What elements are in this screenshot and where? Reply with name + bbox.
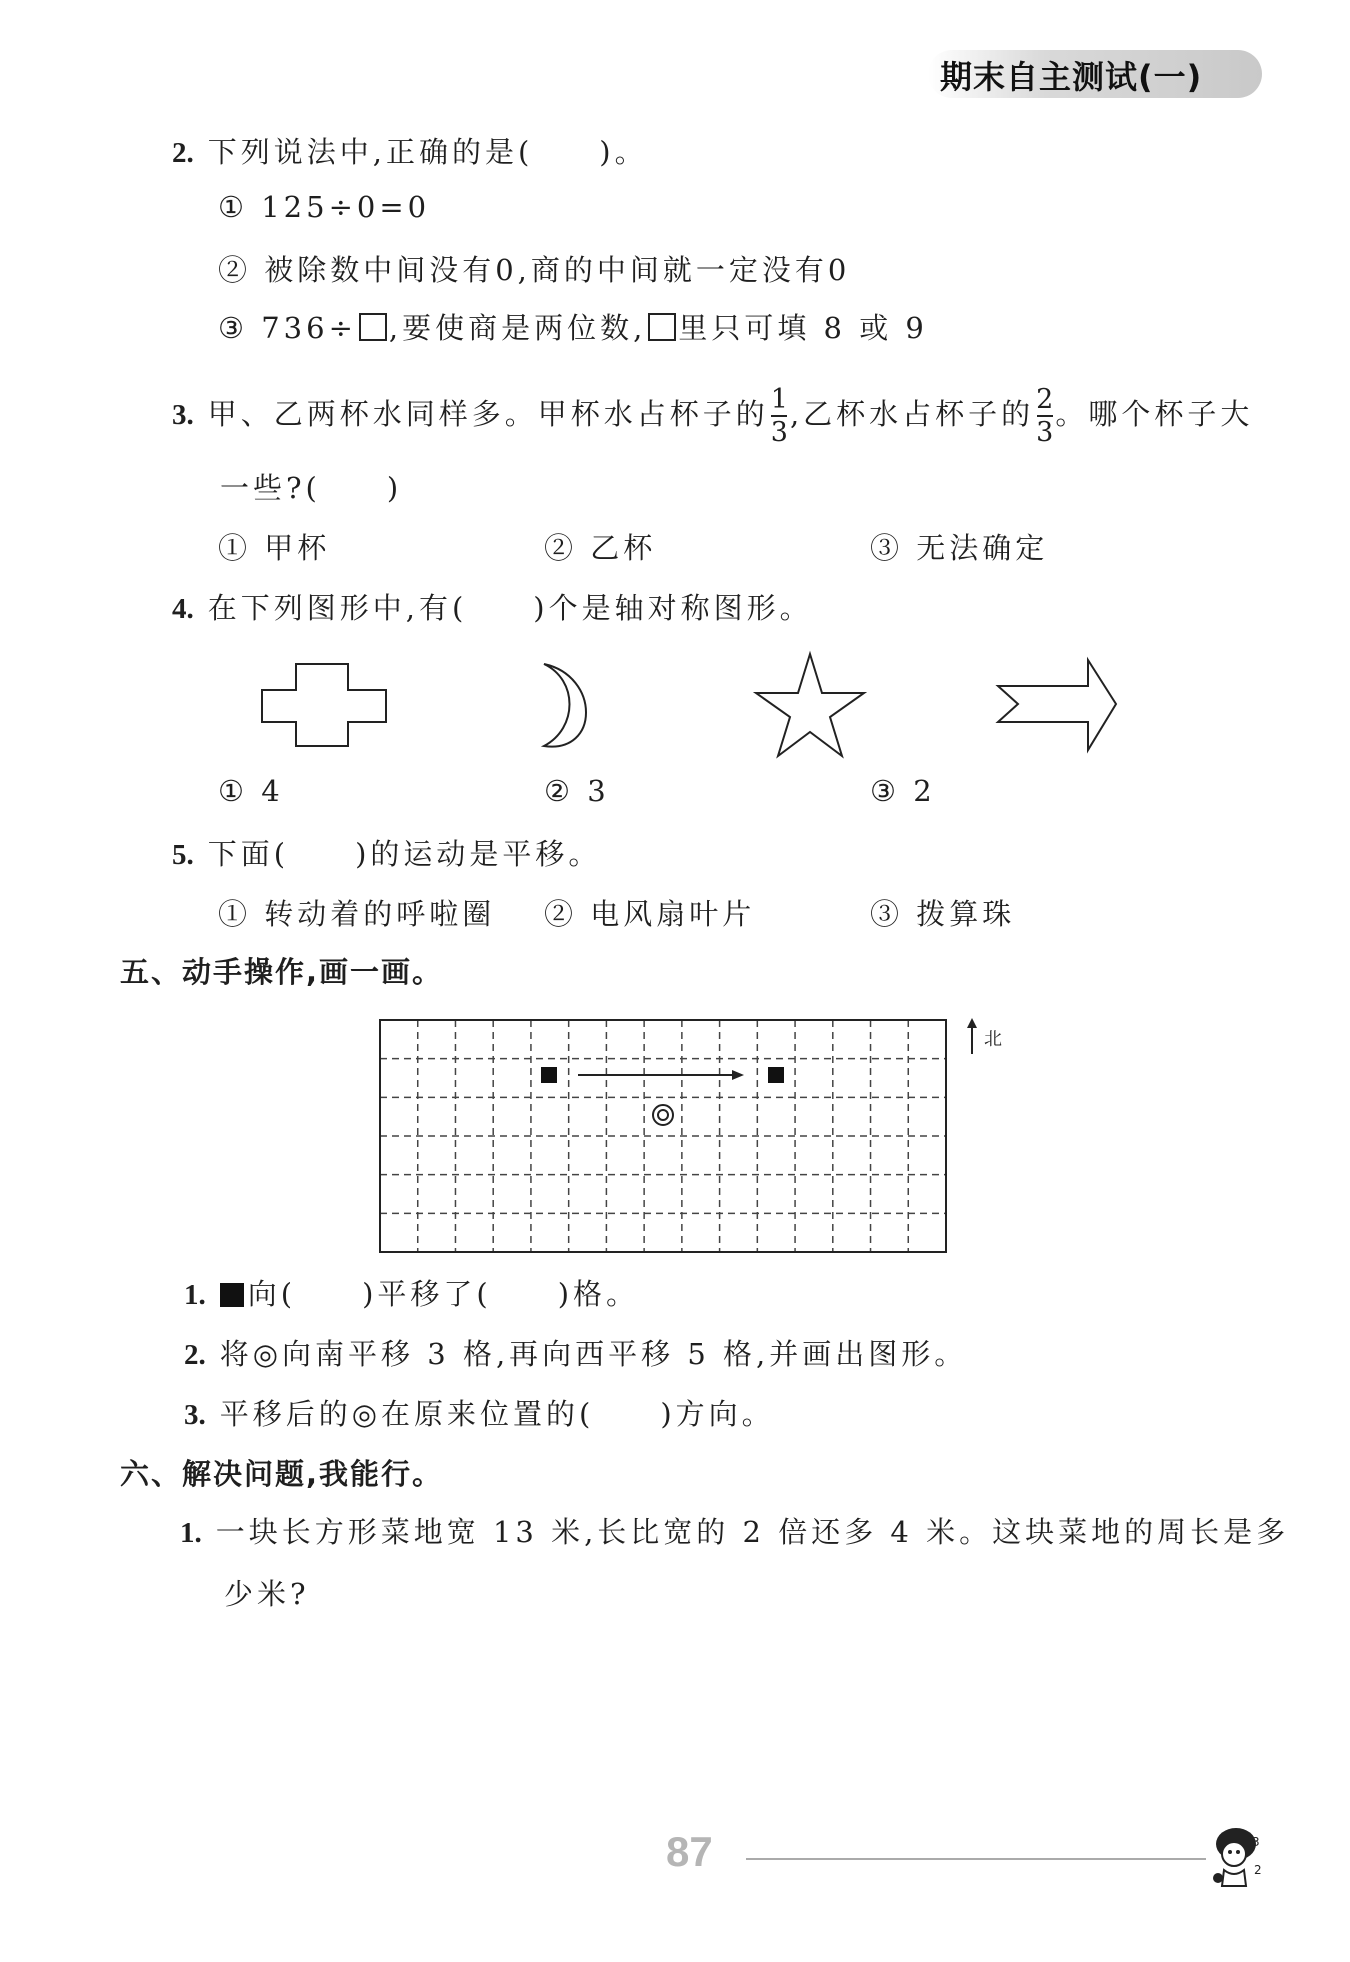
q5-option-1: ① 转动着的呼啦圈 [218, 897, 496, 931]
svg-text:3: 3 [1252, 1835, 1260, 1849]
black-square-icon [220, 1283, 244, 1307]
option-text: 里只可填 8 或 9 [678, 311, 928, 345]
q3-option-2: ② 乙杯 [544, 531, 657, 565]
s5-question-3 [184, 1392, 775, 1433]
mascot-icon [1200, 1820, 1280, 1900]
star-shape [756, 654, 864, 756]
question-5 [172, 832, 601, 873]
north-arrow-head [967, 1018, 977, 1028]
question-text: 下面( )的运动是平移。 [207, 837, 602, 871]
question-4 [172, 586, 813, 627]
q2-option-3 [218, 306, 928, 347]
grid-figure [0, 1010, 1350, 1270]
question-text: 向( )平移了( )格。 [247, 1277, 640, 1311]
blank-box [359, 313, 387, 341]
q3-option-3: ③ 无法确定 [870, 531, 1049, 565]
black-square-start [541, 1067, 557, 1083]
question-text: 在下列图形中,有( )个是轴对称图形。 [207, 591, 813, 625]
north-label: 北 [984, 1029, 1002, 1050]
question-number: 3. [172, 399, 194, 431]
question-text: ,乙杯水占杯子的 [789, 397, 1035, 431]
question-text: 将◎向南平移 3 格,再向西平移 5 格,并画出图形。 [219, 1337, 968, 1371]
fraction-one-third [771, 386, 788, 446]
q3-option-1: ① 甲杯 [218, 531, 331, 565]
q4-option-2: ② 3 [544, 774, 610, 808]
blank-box [648, 313, 676, 341]
question-text: 甲、乙两杯水同样多。甲杯水占杯子的 [207, 397, 769, 431]
page-title: 期末自主测试(一) [940, 58, 1203, 96]
question-2 [172, 130, 648, 171]
svg-text:2: 2 [1254, 1863, 1262, 1877]
footer-rule [746, 1858, 1206, 1860]
double-circle-inner [658, 1110, 668, 1120]
question-number: 4. [172, 593, 194, 625]
q2-option-2: ② 被除数中间没有0,商的中间就一定没有0 [218, 253, 851, 287]
question-number: 1. [184, 1279, 206, 1311]
question-text: 一块长方形菜地宽 13 米,长比宽的 2 倍还多 4 米。这块菜地的周长是多 [215, 1515, 1290, 1549]
q4-shapes [0, 640, 1350, 770]
fraction-two-thirds [1036, 386, 1053, 446]
question-text: 下列说法中,正确的是( )。 [207, 135, 648, 169]
double-circle-outer [653, 1105, 673, 1125]
q3-text-continued: 一些?( ) [220, 471, 403, 505]
question-text: 。哪个杯子大 [1055, 397, 1254, 431]
crescent-shape [544, 664, 586, 747]
fraction-denominator: 3 [770, 417, 788, 448]
arrow-shape [998, 660, 1116, 750]
option-text: ③ 736÷ [218, 311, 357, 345]
fraction-numerator: 1 [770, 384, 788, 415]
dashed-grid [380, 1020, 946, 1252]
section-6-title: 六、解决问题,我能行。 [120, 1457, 444, 1491]
q2-option-1: ① 125÷0=0 [218, 190, 431, 224]
question-number: 1. [180, 1517, 202, 1549]
q4-option-3: ③ 2 [870, 774, 936, 808]
s6-question-1-continued: 少米? [224, 1577, 310, 1611]
q4-option-1: ① 4 [218, 774, 284, 808]
question-number: 2. [172, 137, 194, 169]
fraction-numerator: 2 [1036, 384, 1054, 415]
question-number: 2. [184, 1339, 206, 1371]
s5-question-2 [184, 1332, 967, 1373]
fraction-denominator: 3 [1036, 417, 1054, 448]
q5-option-3: ③ 拨算珠 [870, 897, 1016, 931]
translation-arrow-head [732, 1070, 744, 1080]
cross-shape [262, 664, 386, 746]
s6-question-1 [180, 1510, 1289, 1551]
black-square-end [768, 1067, 784, 1083]
page-number: 87 [666, 1828, 713, 1875]
question-number: 3. [184, 1399, 206, 1431]
s5-question-1 [184, 1272, 639, 1313]
question-number: 5. [172, 839, 194, 871]
question-text: 平移后的◎在原来位置的( )方向。 [219, 1397, 775, 1431]
option-text: ,要使商是两位数, [388, 311, 647, 345]
section-5-title: 五、动手操作,画一画。 [120, 955, 444, 989]
question-3 [172, 386, 1253, 446]
q5-option-2: ② 电风扇叶片 [544, 897, 756, 931]
